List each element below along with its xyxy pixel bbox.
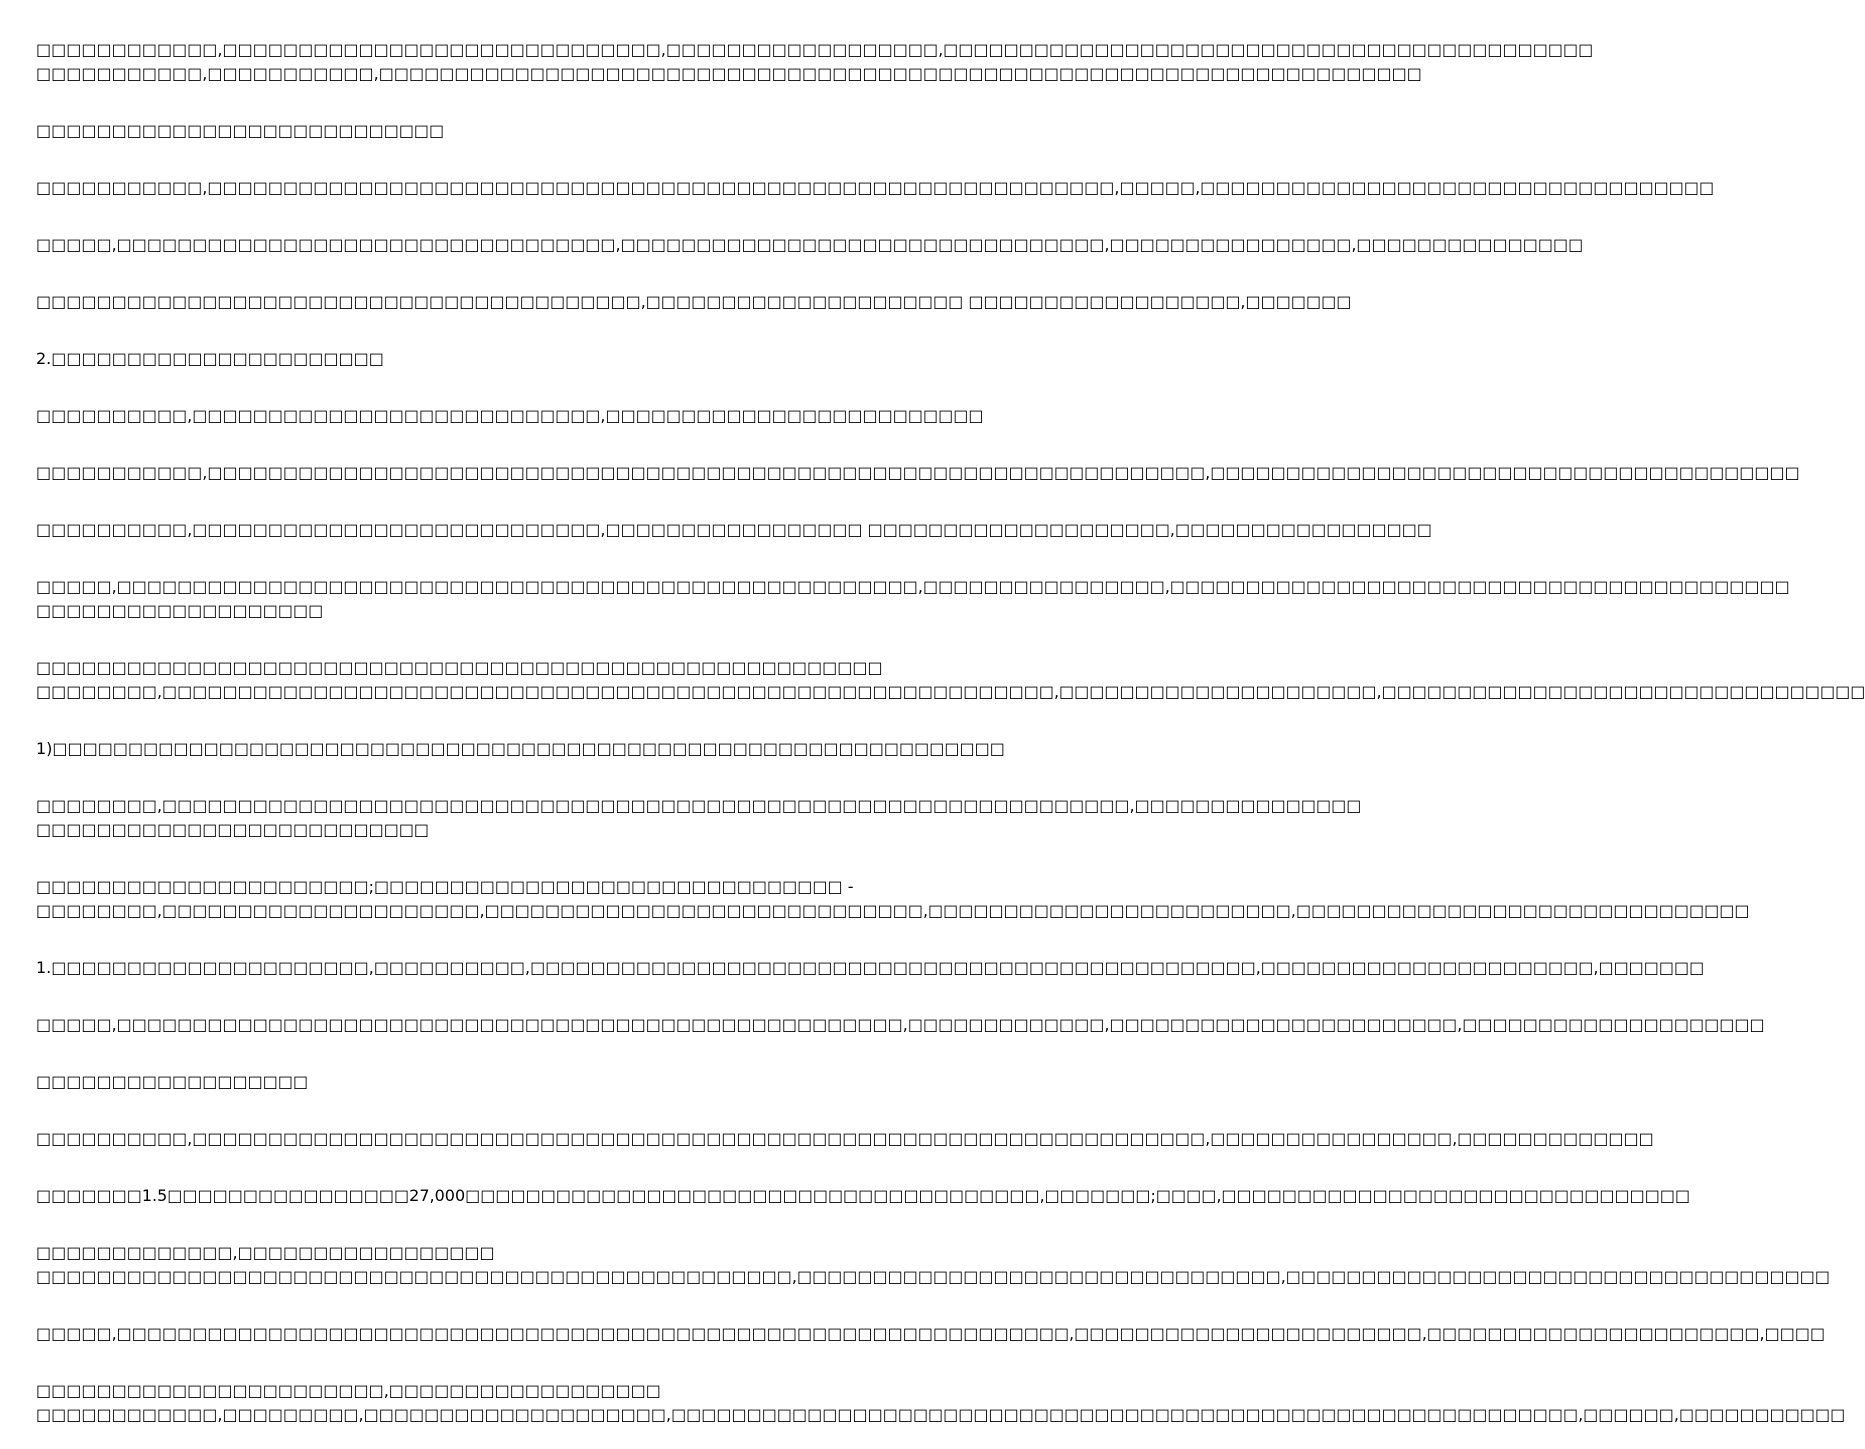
paragraph bbox=[36, 1184, 1691, 1208]
text-line: □□□□□□□1.5□□□□□□□□□□□□□□□□27,000□□□□□□□□□□□□□□□□□□□□□□□□□□□□□□□□□□□□□□,□□□□□□□;□□□□,□□□□□□□□□□□□□□□□□□□□□□□□□□□□□□□ bbox=[36, 1186, 1691, 1205]
paragraph bbox=[36, 176, 1715, 200]
paragraph-spacing bbox=[36, 86, 988, 119]
paragraph bbox=[36, 737, 1005, 761]
paragraph-spacing bbox=[36, 1151, 988, 1184]
paragraph-spacing bbox=[36, 761, 988, 794]
paragraph bbox=[36, 1070, 988, 1094]
paragraph bbox=[36, 656, 1865, 704]
paragraph-spacing bbox=[36, 980, 988, 1013]
text-line: □□□□□,□□□□□□□□□□□□□□□□□□□□□□□□□□□□□□□□□,□□□□□□□□□□□□□□□□□□□□□□□□□□□□□□□□,□□□□□□□□□□□□□□□□,□□□□□□□□□□□□□□□ bbox=[36, 235, 1584, 254]
paragraph bbox=[36, 347, 988, 371]
text-line: □□□□□□□□□□□□□□□□□□□ bbox=[36, 601, 324, 620]
text-line: □□□□□□□□□□□□□□□□□□□□□□□□□□□□□□□□□□□□□□□□,□□□□□□□□□□□□□□□□□□□□□ □□□□□□□□□□□□□□□□□□,□□□□□□□ bbox=[36, 292, 1352, 311]
paragraph-spacing bbox=[36, 842, 988, 875]
paragraph bbox=[36, 575, 1790, 623]
document-body bbox=[36, 38, 1865, 1427]
paragraph-spacing bbox=[36, 314, 988, 347]
paragraph-spacing bbox=[36, 257, 988, 290]
paragraph bbox=[36, 1013, 1765, 1037]
text-line: □□□□□□□□,□□□□□□□□□□□□□□□□□□□□□□□□□□□□□□□□□□□□□□□□□□□□□□□□□□□□□□□□□□□,□□□□□□□□□□□□□□□□□□□□□,□□□□□□□□□□□□□□□□□□□□□□□□□□□□□□□□ bbox=[36, 682, 1865, 701]
text-line: □□□□□□□□,□□□□□□□□□□□□□□□□□□□□□,□□□□□□□□□□□□□□□□□□□□□□□□□□□□□,□□□□□□□□□□□□□□□□□□□□□□□□,□□□□□□□□□□□□□□□□□□□□□□□□□□□□□□ bbox=[36, 901, 1750, 920]
paragraph bbox=[36, 1322, 1826, 1346]
text-line: □□□□□□□□□□,□□□□□□□□□□□□□□□□□□□□□□□□□□□□□□□□□□□□□□□□□□□□□□□□□□□□□□□□□□□□□□□□□□□,□□□□□□□□□□□□□□□□,□□□□□□□□□□□□□ bbox=[36, 1129, 1654, 1148]
paragraph bbox=[36, 119, 988, 143]
paragraph bbox=[36, 794, 1362, 842]
text-line: □□□□□□□□□□□□□□□□□□□□□□□□□□□ bbox=[36, 121, 445, 140]
paragraph-spacing bbox=[36, 1346, 988, 1379]
paragraph bbox=[36, 233, 1584, 257]
text-line: □□□□□□□□□□,□□□□□□□□□□□□□□□□□□□□□□□□□□□,□□□□□□□□□□□□□□□□□□□□□□□□□ bbox=[36, 406, 984, 425]
text-line: □□□□□,□□□□□□□□□□□□□□□□□□□□□□□□□□□□□□□□□□□□□□□□□□□□□□□□□□□□□,□□□□□□□□□□□□□□□□,□□□□□□□□□□□□□□□□□□□□□□□□□□□□□□□□□□□□□□□□□ bbox=[36, 577, 1790, 596]
paragraph bbox=[36, 956, 1705, 980]
paragraph-spacing bbox=[36, 1094, 988, 1127]
text-line: □□□□□□□□□□□□□,□□□□□□□□□□□□□□□□□ bbox=[36, 1243, 495, 1262]
paragraph bbox=[36, 290, 1352, 314]
text-line: □□□□□□□□□□□□□□□□□□□□□□□□□□□□□□□□□□□□□□□□□□□□□□□□□□,□□□□□□□□□□□□□□□□□□□□□□□□□□□□□□□□,□□□□□□□□□□□□□□□□□□□□□□□□□□□□□□□□□□□□ bbox=[36, 1267, 1830, 1286]
paragraph-spacing bbox=[36, 200, 988, 233]
text-line: □□□□□□□□□□□,□□□□□□□□□□□□□□□□□□□□□□□□□□□□□□□□□□□□□□□□□□□□□□□□□□□□□□□□□□□□□□□□□□,□□□□□□□□□□□□□□□□□□□□□□□□□□□□□□□□□□□□□□□ bbox=[36, 463, 1800, 482]
paragraph bbox=[36, 875, 1750, 923]
text-line: □□□□□□□□□□□□,□□□□□□□□□□□□□□□□□□□□□□□□□□□□□,□□□□□□□□□□□□□□□□□□,□□□□□□□□□□□□□□□□□□□□□□□□□□□□□□□□□□□□□□□□□□□ bbox=[36, 40, 1594, 59]
paragraph-spacing bbox=[36, 704, 988, 737]
paragraph-spacing bbox=[36, 428, 988, 461]
paragraph bbox=[36, 38, 1594, 86]
text-line: □□□□□□□□,□□□□□□□□□□□□□□□□□□□□□□□□□□□□□□□□□□□□□□□□□□□□□□□□□□□□□□□□□□□□□□□□,□□□□□□□□□□□□□□□ bbox=[36, 796, 1362, 815]
text-line: 2.□□□□□□□□□□□□□□□□□□□□□□ bbox=[36, 349, 384, 368]
paragraph bbox=[36, 1241, 1830, 1289]
paragraph bbox=[36, 1379, 1846, 1427]
paragraph bbox=[36, 1127, 1654, 1151]
paragraph-spacing bbox=[36, 1037, 988, 1070]
paragraph-spacing bbox=[36, 542, 988, 575]
paragraph-spacing bbox=[36, 923, 988, 956]
paragraph-spacing bbox=[36, 485, 988, 518]
paragraph-spacing bbox=[36, 371, 988, 404]
text-line: □□□□□□□□□□□□□□□□□□ bbox=[36, 1072, 309, 1091]
paragraph-spacing bbox=[36, 623, 988, 656]
text-line: □□□□□□□□□□□□□□□□□□□□□□□,□□□□□□□□□□□□□□□□□□ bbox=[36, 1381, 661, 1400]
text-line: □□□□□,□□□□□□□□□□□□□□□□□□□□□□□□□□□□□□□□□□□□□□□□□□□□□□□□□□□□□□□□□□□□□□□,□□□□□□□□□□□□□□□□□□□□□□□,□□□□□□□□□□□□□□□□□□□□□□,□□□□ bbox=[36, 1324, 1826, 1343]
text-line: □□□□□□□□□□□,□□□□□□□□□□□,□□□□□□□□□□□□□□□□□□□□□□□□□□□□□□□□□□□□□□□□□□□□□□□□□□□□□□□□□□□□□□□□□□□□□ bbox=[36, 64, 1422, 83]
paragraph-spacing bbox=[36, 1289, 988, 1322]
paragraph-spacing bbox=[36, 1208, 988, 1241]
text-line: □□□□□□□□□□□□,□□□□□□□□□,□□□□□□□□□□□□□□□□□□□□,□□□□□□□□□□□□□□□□□□□□□□□□□□□□□□□□□□□□□□□□□□□□□□□□□□□□□□□□□□□□,□□□□□□,□□□□□□□□□□□ bbox=[36, 1405, 1846, 1424]
paragraph bbox=[36, 461, 1800, 485]
text-line: □□□□□□□□□□,□□□□□□□□□□□□□□□□□□□□□□□□□□□,□□□□□□□□□□□□□□□□□ □□□□□□□□□□□□□□□□□□□□,□□□□□□□□□□□□□□□□□ bbox=[36, 520, 1433, 539]
text-line: □□□□□,□□□□□□□□□□□□□□□□□□□□□□□□□□□□□□□□□□□□□□□□□□□□□□□□□□□□,□□□□□□□□□□□□□,□□□□□□□□□□□□□□□□□□□□□□□,□□□□□□□□□□□□□□□□□□□□ bbox=[36, 1015, 1765, 1034]
text-line: 1)□□□□□□□□□□□□□□□□□□□□□□□□□□□□□□□□□□□□□□□□□□□□□□□□□□□□□□□□□□□□□□□ bbox=[36, 739, 1005, 758]
text-line: □□□□□□□□□□□□□□□□□□□□□□;□□□□□□□□□□□□□□□□□□□□□□□□□□□□□□□ - bbox=[36, 877, 854, 896]
paragraph-spacing bbox=[36, 143, 988, 176]
paragraph bbox=[36, 518, 1433, 542]
text-line: □□□□□□□□□□□□□□□□□□□□□□□□□□ bbox=[36, 820, 430, 839]
paragraph bbox=[36, 404, 988, 428]
text-line: 1.□□□□□□□□□□□□□□□□□□□□□,□□□□□□□□□□,□□□□□□□□□□□□□□□□□□□□□□□□□□□□□□□□□□□□□□□□□□□□□□□□,□□□□□□□□□□□□□□□□□□□□□□,□□□□□□□ bbox=[36, 958, 1705, 977]
text-line: □□□□□□□□□□□□□□□□□□□□□□□□□□□□□□□□□□□□□□□□□□□□□□□□□□□□□□□□ bbox=[36, 658, 883, 677]
text-line: □□□□□□□□□□□,□□□□□□□□□□□□□□□□□□□□□□□□□□□□□□□□□□□□□□□□□□□□□□□□□□□□□□□□□□□□,□□□□□,□□□□□□□□□□□□□□□□□□□□□□□□□□□□□□□□□□ bbox=[36, 178, 1715, 197]
